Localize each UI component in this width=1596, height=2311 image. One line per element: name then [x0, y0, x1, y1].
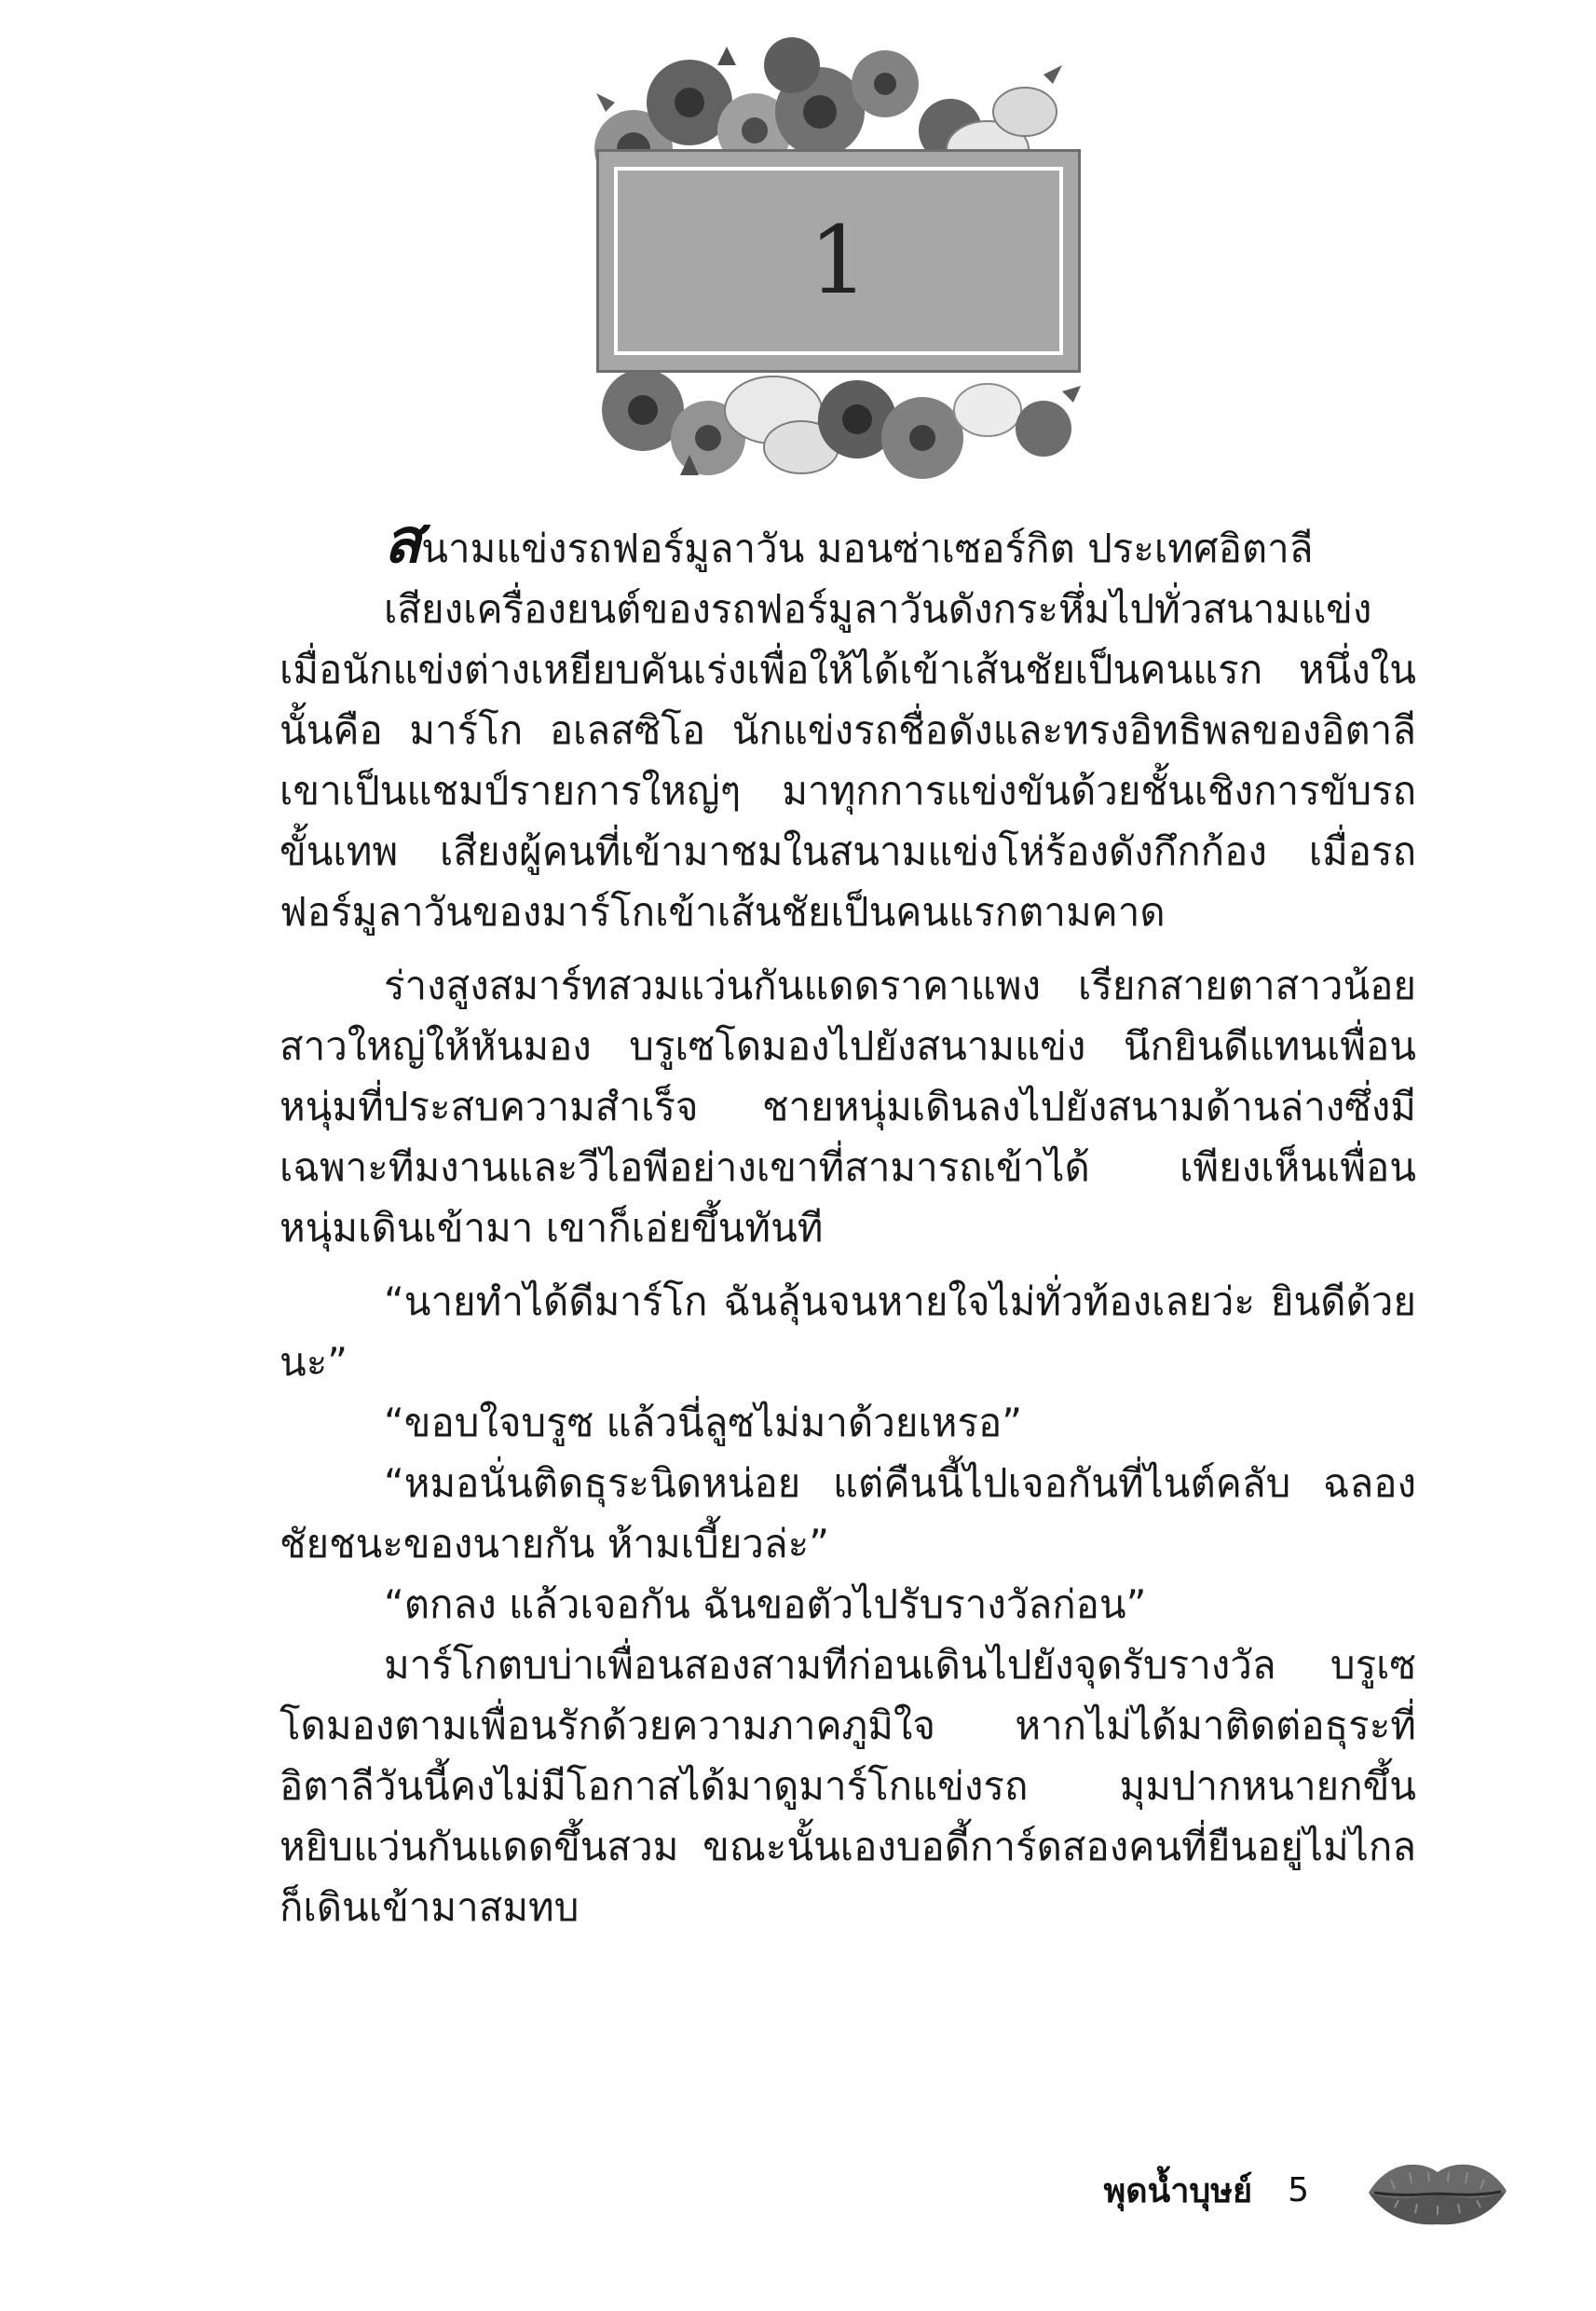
paragraph: มาร์โกตบบ่าเพื่อนสองสามทีก่อนเดินไปยังจุดรับรางวัล บรูเซโดมองตามเพื่อนรักด้วยความภาคภูมิใจ หากไม่ได้มาติดต่อธุระที่อิตาลีวันนี้คงไม่มีโอกาสได้มาดูมาร์โกแข่งรถ มุมปากหนายกขึ้น หยิบแว่นกันแดดขึ้นสวม ขณะนั้นเองบอดี้การ์ดสองคนที่ยืนอยู่ไม่ไกลก็เดินเข้ามาสมทบ [280, 1642, 1416, 1930]
paragraph: เสียงเครื่องยนต์ของรถฟอร์มูลาวันดังกระหึ่มไปทั่วสนามแข่ง เมื่อนักแข่งต่างเหยียบคันเร่งเพื่อให้ได้เข้าเส้นชัยเป็นคนแรก หนึ่งในนั้นคือ มาร์โก อเลสซิโอ นักแข่งรถชื่อดังและทรงอิทธิพลของอิตาลี เขาเป็นแชมป์รายการใหญ่ๆ มาทุกการแข่งขันด้วยชั้นเชิงการขับรถขั้นเทพ เสียงผู้คนที่เข้ามาชมในสนามแข่งโห่ร้องดังกึกก้อง เมื่อรถฟอร์มูลาวันของมาร์โกเข้าเส้นชัยเป็นคนแรกตามคาด [280, 586, 1416, 935]
chapter-title-box [596, 149, 1081, 373]
paragraph: ร่างสูงสมาร์ทสวมแว่นกันแดดราคาแพง เรียกสายตาสาวน้อยสาวใหญ่ให้หันมอง บรูเซโดมองไปยังสนามแข่ง นึกยินดีแทนเพื่อนหนุ่มที่ประสบความสำเร็จ ชายหนุ่มเดินลงไปยังสนามด้านล่างซึ่งมีเฉพาะทีมงานและวีไอพีอย่างเขาที่สามารถเข้าได้ เพียงเห็นเพื่อนหนุ่มเดินเข้ามา เขาก็เอ่ยขึ้นทันที [280, 963, 1416, 1251]
page-footer [1103, 2148, 1512, 2232]
dialogue-line: “หมอนั่นติดธุระนิดหน่อย แต่คืนนี้ไปเจอกันที่ไนต์คลับ ฉลองชัยชนะของนายกัน ห้ามเบี้ยวล่ะ” [280, 1460, 1416, 1566]
dialogue-line: “ขอบใจบรูซ แล้วนี่ลูซไม่มาด้วยเหรอ” [384, 1400, 1023, 1445]
book-title: พุดน้ำบุษย์ [1103, 2171, 1253, 2210]
opening-line: นามแข่งรถฟอร์มูลาวัน มอนซ่าเซอร์กิต ประเทศอิตาลี [421, 526, 1314, 571]
paragraph-opening [280, 505, 1416, 579]
chapter-title-frame [614, 167, 1063, 355]
dialogue-line: “ตกลง แล้วเจอกัน ฉันขอตัวไปรับรางวัลก่อน” [384, 1581, 1147, 1627]
lips-icon [1363, 2152, 1512, 2228]
chapter-number: 1 [809, 206, 868, 315]
drop-initial: ส [384, 505, 422, 577]
chapter-body [280, 505, 1416, 1937]
dialogue-line: “นายทำได้ดีมาร์โก ฉันลุ้นจนหายใจไม่ทั่วท้องเลยว่ะ ยินดีด้วยนะ” [280, 1279, 1416, 1385]
page-number: 5 [1288, 2170, 1309, 2209]
